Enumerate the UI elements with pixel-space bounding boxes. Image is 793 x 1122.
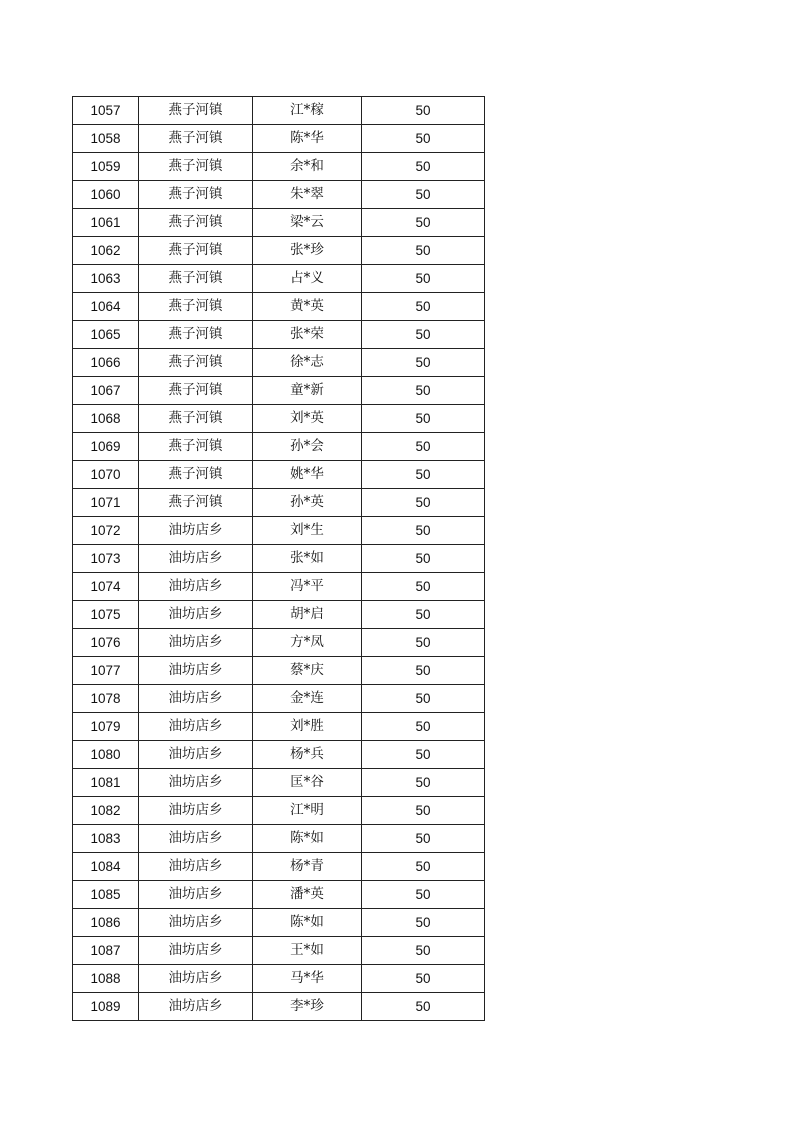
row-number-cell: 1073 bbox=[73, 545, 139, 573]
row-number-cell: 1085 bbox=[73, 881, 139, 909]
township-cell: 燕子河镇 bbox=[139, 461, 253, 489]
row-number-cell: 1074 bbox=[73, 573, 139, 601]
table-row bbox=[73, 321, 485, 349]
row-number-cell: 1083 bbox=[73, 825, 139, 853]
name-cell: 江*明 bbox=[253, 797, 362, 825]
table-row bbox=[73, 433, 485, 461]
township-cell: 油坊店乡 bbox=[139, 881, 253, 909]
amount-cell: 50 bbox=[362, 489, 485, 517]
amount-cell: 50 bbox=[362, 461, 485, 489]
name-cell: 刘*胜 bbox=[253, 713, 362, 741]
township-cell: 燕子河镇 bbox=[139, 125, 253, 153]
name-cell: 朱*翠 bbox=[253, 181, 362, 209]
township-cell: 燕子河镇 bbox=[139, 209, 253, 237]
table-row bbox=[73, 601, 485, 629]
amount-cell: 50 bbox=[362, 153, 485, 181]
amount-cell: 50 bbox=[362, 209, 485, 237]
amount-cell: 50 bbox=[362, 349, 485, 377]
amount-cell: 50 bbox=[362, 881, 485, 909]
table-row bbox=[73, 573, 485, 601]
township-cell: 油坊店乡 bbox=[139, 993, 253, 1021]
township-cell: 燕子河镇 bbox=[139, 321, 253, 349]
table-row bbox=[73, 853, 485, 881]
name-cell: 马*华 bbox=[253, 965, 362, 993]
township-cell: 油坊店乡 bbox=[139, 965, 253, 993]
name-cell: 占*义 bbox=[253, 265, 362, 293]
table-row bbox=[73, 797, 485, 825]
row-number-cell: 1079 bbox=[73, 713, 139, 741]
township-cell: 燕子河镇 bbox=[139, 153, 253, 181]
amount-cell: 50 bbox=[362, 181, 485, 209]
name-cell: 陈*如 bbox=[253, 909, 362, 937]
amount-cell: 50 bbox=[362, 937, 485, 965]
township-cell: 燕子河镇 bbox=[139, 377, 253, 405]
table-row bbox=[73, 237, 485, 265]
amount-cell: 50 bbox=[362, 657, 485, 685]
township-cell: 油坊店乡 bbox=[139, 657, 253, 685]
name-cell: 李*珍 bbox=[253, 993, 362, 1021]
table-row bbox=[73, 181, 485, 209]
row-number-cell: 1057 bbox=[73, 97, 139, 125]
township-cell: 油坊店乡 bbox=[139, 853, 253, 881]
row-number-cell: 1067 bbox=[73, 377, 139, 405]
row-number-cell: 1080 bbox=[73, 741, 139, 769]
name-cell: 杨*兵 bbox=[253, 741, 362, 769]
row-number-cell: 1066 bbox=[73, 349, 139, 377]
name-cell: 徐*志 bbox=[253, 349, 362, 377]
amount-cell: 50 bbox=[362, 769, 485, 797]
township-cell: 燕子河镇 bbox=[139, 293, 253, 321]
row-number-cell: 1059 bbox=[73, 153, 139, 181]
table-row bbox=[73, 153, 485, 181]
township-cell: 燕子河镇 bbox=[139, 97, 253, 125]
row-number-cell: 1072 bbox=[73, 517, 139, 545]
township-cell: 油坊店乡 bbox=[139, 825, 253, 853]
row-number-cell: 1084 bbox=[73, 853, 139, 881]
row-number-cell: 1065 bbox=[73, 321, 139, 349]
name-cell: 梁*云 bbox=[253, 209, 362, 237]
table-row bbox=[73, 909, 485, 937]
table-row bbox=[73, 209, 485, 237]
township-cell: 油坊店乡 bbox=[139, 937, 253, 965]
amount-cell: 50 bbox=[362, 97, 485, 125]
name-cell: 刘*生 bbox=[253, 517, 362, 545]
table-row bbox=[73, 125, 485, 153]
township-cell: 油坊店乡 bbox=[139, 629, 253, 657]
township-cell: 燕子河镇 bbox=[139, 405, 253, 433]
row-number-cell: 1064 bbox=[73, 293, 139, 321]
township-cell: 燕子河镇 bbox=[139, 489, 253, 517]
amount-cell: 50 bbox=[362, 629, 485, 657]
amount-cell: 50 bbox=[362, 405, 485, 433]
table-row bbox=[73, 685, 485, 713]
township-cell: 油坊店乡 bbox=[139, 741, 253, 769]
table-row bbox=[73, 825, 485, 853]
township-cell: 油坊店乡 bbox=[139, 573, 253, 601]
table-row bbox=[73, 937, 485, 965]
amount-cell: 50 bbox=[362, 377, 485, 405]
row-number-cell: 1088 bbox=[73, 965, 139, 993]
amount-cell: 50 bbox=[362, 545, 485, 573]
row-number-cell: 1063 bbox=[73, 265, 139, 293]
table-row bbox=[73, 965, 485, 993]
name-cell: 蔡*庆 bbox=[253, 657, 362, 685]
row-number-cell: 1058 bbox=[73, 125, 139, 153]
amount-cell: 50 bbox=[362, 825, 485, 853]
row-number-cell: 1069 bbox=[73, 433, 139, 461]
amount-cell: 50 bbox=[362, 321, 485, 349]
amount-cell: 50 bbox=[362, 433, 485, 461]
amount-cell: 50 bbox=[362, 853, 485, 881]
amount-cell: 50 bbox=[362, 713, 485, 741]
name-cell: 孙*英 bbox=[253, 489, 362, 517]
table-row bbox=[73, 489, 485, 517]
name-cell: 江*稼 bbox=[253, 97, 362, 125]
name-cell: 姚*华 bbox=[253, 461, 362, 489]
amount-cell: 50 bbox=[362, 685, 485, 713]
name-cell: 金*连 bbox=[253, 685, 362, 713]
row-number-cell: 1082 bbox=[73, 797, 139, 825]
name-cell: 匡*谷 bbox=[253, 769, 362, 797]
name-cell: 王*如 bbox=[253, 937, 362, 965]
name-cell: 方*凤 bbox=[253, 629, 362, 657]
table-row bbox=[73, 713, 485, 741]
table-row bbox=[73, 293, 485, 321]
row-number-cell: 1062 bbox=[73, 237, 139, 265]
row-number-cell: 1071 bbox=[73, 489, 139, 517]
amount-cell: 50 bbox=[362, 125, 485, 153]
township-cell: 油坊店乡 bbox=[139, 769, 253, 797]
table-row bbox=[73, 517, 485, 545]
row-number-cell: 1076 bbox=[73, 629, 139, 657]
amount-cell: 50 bbox=[362, 797, 485, 825]
table-row bbox=[73, 657, 485, 685]
name-cell: 张*如 bbox=[253, 545, 362, 573]
amount-cell: 50 bbox=[362, 237, 485, 265]
table-row bbox=[73, 461, 485, 489]
amount-cell: 50 bbox=[362, 909, 485, 937]
township-cell: 油坊店乡 bbox=[139, 517, 253, 545]
table-row bbox=[73, 881, 485, 909]
township-cell: 油坊店乡 bbox=[139, 713, 253, 741]
amount-cell: 50 bbox=[362, 965, 485, 993]
amount-cell: 50 bbox=[362, 517, 485, 545]
name-cell: 余*和 bbox=[253, 153, 362, 181]
amount-cell: 50 bbox=[362, 265, 485, 293]
row-number-cell: 1089 bbox=[73, 993, 139, 1021]
name-cell: 冯*平 bbox=[253, 573, 362, 601]
row-number-cell: 1060 bbox=[73, 181, 139, 209]
row-number-cell: 1061 bbox=[73, 209, 139, 237]
row-number-cell: 1077 bbox=[73, 657, 139, 685]
row-number-cell: 1078 bbox=[73, 685, 139, 713]
records-table bbox=[72, 96, 485, 1021]
name-cell: 童*新 bbox=[253, 377, 362, 405]
township-cell: 燕子河镇 bbox=[139, 265, 253, 293]
township-cell: 燕子河镇 bbox=[139, 433, 253, 461]
name-cell: 潘*英 bbox=[253, 881, 362, 909]
table-row bbox=[73, 769, 485, 797]
township-cell: 油坊店乡 bbox=[139, 601, 253, 629]
township-cell: 油坊店乡 bbox=[139, 545, 253, 573]
records-table-body bbox=[73, 97, 485, 1021]
row-number-cell: 1081 bbox=[73, 769, 139, 797]
township-cell: 油坊店乡 bbox=[139, 685, 253, 713]
row-number-cell: 1075 bbox=[73, 601, 139, 629]
row-number-cell: 1087 bbox=[73, 937, 139, 965]
name-cell: 张*荣 bbox=[253, 321, 362, 349]
amount-cell: 50 bbox=[362, 741, 485, 769]
table-row bbox=[73, 741, 485, 769]
name-cell: 杨*青 bbox=[253, 853, 362, 881]
name-cell: 陈*如 bbox=[253, 825, 362, 853]
township-cell: 燕子河镇 bbox=[139, 237, 253, 265]
name-cell: 陈*华 bbox=[253, 125, 362, 153]
amount-cell: 50 bbox=[362, 573, 485, 601]
township-cell: 油坊店乡 bbox=[139, 909, 253, 937]
township-cell: 燕子河镇 bbox=[139, 349, 253, 377]
table-row bbox=[73, 377, 485, 405]
name-cell: 孙*会 bbox=[253, 433, 362, 461]
table-row bbox=[73, 629, 485, 657]
name-cell: 刘*英 bbox=[253, 405, 362, 433]
amount-cell: 50 bbox=[362, 293, 485, 321]
name-cell: 张*珍 bbox=[253, 237, 362, 265]
table-row bbox=[73, 545, 485, 573]
table-row bbox=[73, 349, 485, 377]
amount-cell: 50 bbox=[362, 993, 485, 1021]
row-number-cell: 1086 bbox=[73, 909, 139, 937]
name-cell: 胡*启 bbox=[253, 601, 362, 629]
amount-cell: 50 bbox=[362, 601, 485, 629]
name-cell: 黄*英 bbox=[253, 293, 362, 321]
table-row bbox=[73, 993, 485, 1021]
row-number-cell: 1068 bbox=[73, 405, 139, 433]
row-number-cell: 1070 bbox=[73, 461, 139, 489]
table-row bbox=[73, 97, 485, 125]
table-row bbox=[73, 265, 485, 293]
table-row bbox=[73, 405, 485, 433]
township-cell: 油坊店乡 bbox=[139, 797, 253, 825]
township-cell: 燕子河镇 bbox=[139, 181, 253, 209]
